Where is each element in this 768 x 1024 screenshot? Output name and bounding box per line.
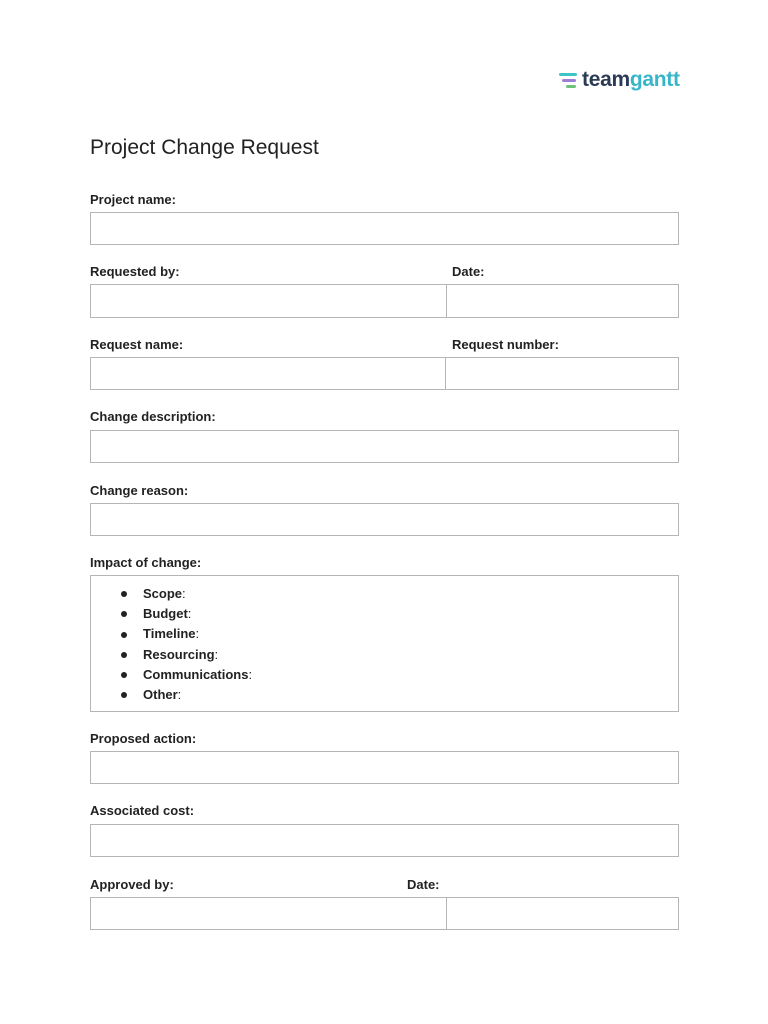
change-description-field[interactable] [90, 430, 679, 463]
request-number-label: Request number: [452, 337, 559, 352]
impact-of-change-field[interactable] [90, 575, 679, 712]
list-item [121, 604, 252, 624]
request-name-label: Request name: [90, 337, 184, 352]
change-reason-label: Change reason: [90, 483, 189, 498]
change-description-label: Change description: [90, 409, 216, 424]
impact-item-name: Resourcing [143, 646, 215, 662]
impact-item-name: Other [143, 687, 178, 703]
requested-by-row [90, 284, 679, 318]
request-name-row [90, 357, 679, 390]
list-item [121, 685, 252, 705]
project-name-label: Project name: [90, 192, 176, 207]
request-number-field[interactable] [445, 358, 678, 389]
teamgantt-logo [559, 68, 680, 92]
approved-by-field[interactable] [91, 898, 446, 929]
bullet-icon [121, 611, 127, 617]
list-item [121, 665, 252, 685]
impact-item-suffix: : [248, 666, 253, 682]
list-item [121, 645, 252, 665]
associated-cost-label: Associated cost: [90, 803, 195, 818]
bullet-icon [121, 632, 127, 638]
approved-date-field[interactable] [446, 898, 678, 929]
date-field[interactable] [446, 285, 678, 317]
change-reason-field[interactable] [90, 503, 679, 536]
impact-list [121, 584, 252, 705]
proposed-action-field[interactable] [90, 751, 679, 784]
list-item [121, 624, 252, 644]
date-label: Date: [452, 264, 485, 279]
teamgantt-logo-icon [559, 70, 579, 90]
requested-by-label: Requested by: [90, 264, 180, 279]
impact-item-name: Communications [143, 666, 249, 682]
impact-item-name: Timeline [143, 626, 196, 642]
bullet-icon [121, 652, 127, 658]
request-name-field[interactable] [91, 358, 445, 389]
impact-item-suffix: : [187, 606, 192, 622]
approved-by-row [90, 897, 679, 930]
impact-item-suffix: : [182, 586, 186, 601]
impact-of-change-label: Impact of change: [90, 555, 202, 570]
impact-item-suffix: : [177, 687, 182, 703]
page-title: Project Change Request [90, 136, 319, 159]
associated-cost-field[interactable] [90, 824, 679, 857]
proposed-action-label: Proposed action: [90, 731, 197, 746]
impact-item-name: Scope [143, 586, 183, 601]
project-name-field[interactable] [90, 212, 679, 245]
requested-by-field[interactable] [91, 285, 446, 317]
impact-item-suffix: : [214, 646, 219, 662]
teamgantt-logo-text: teamgantt [582, 68, 680, 91]
list-item [121, 584, 252, 604]
impact-item-name: Budget [143, 606, 188, 622]
bullet-icon [121, 591, 127, 597]
approved-date-label: Date: [407, 877, 440, 892]
impact-item-suffix: : [195, 626, 200, 642]
bullet-icon [121, 672, 127, 678]
bullet-icon [121, 692, 127, 698]
approved-by-label: Approved by: [90, 877, 174, 892]
